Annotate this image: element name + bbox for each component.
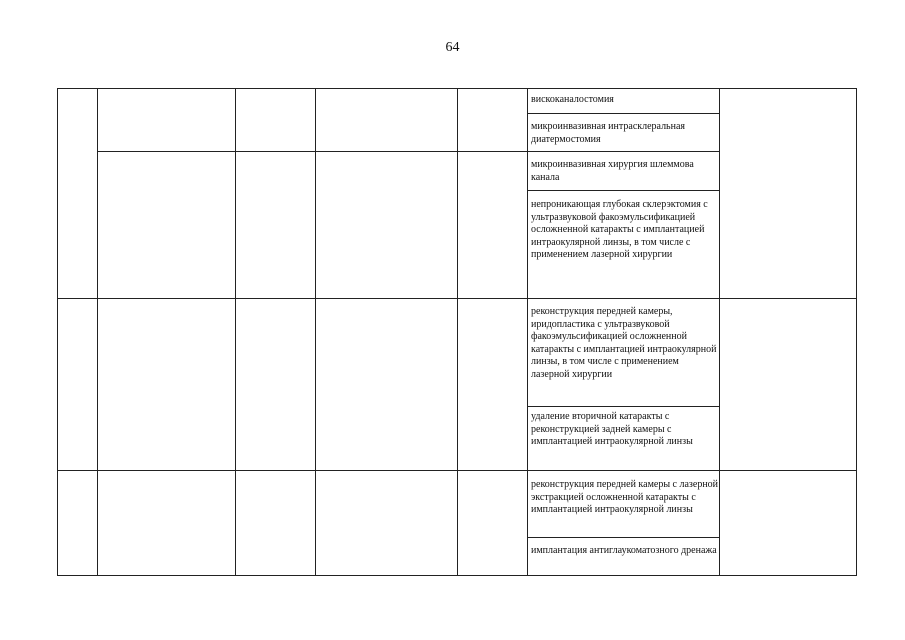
column-border bbox=[97, 88, 98, 576]
column-border bbox=[235, 88, 236, 576]
procedure-divider bbox=[527, 406, 719, 407]
column-border bbox=[457, 88, 458, 576]
page-number: 64 bbox=[445, 40, 460, 55]
procedure-divider bbox=[527, 190, 719, 191]
procedure-cell: реконструкция передней камеры с лазерной экстракцией осложненной катаракты с имплантацией интраокулярной линзы bbox=[531, 479, 719, 515]
procedure-divider bbox=[527, 537, 719, 538]
procedure-cell: удаление вторичной катаракты с реконструкцией задней камеры с имплантацией интраокулярной линзы bbox=[531, 411, 693, 447]
procedure-cell: имплантация антиглаукоматозного дренажа bbox=[531, 545, 717, 556]
column-border bbox=[315, 88, 316, 576]
column-border bbox=[57, 88, 58, 576]
procedure-cell: микроинвазивная интрасклеральная диатермостомия bbox=[531, 121, 686, 145]
subgroup-divider bbox=[97, 151, 719, 152]
procedure-cell: вискоканалостомия bbox=[531, 94, 614, 105]
procedure-cell: непроникающая глубокая склерэктомия с ультразвуковой факоэмульсификацией осложненной катаракты с имплантацией интраокулярной линзы, в том числе с применением лазерной хирургии bbox=[531, 199, 708, 260]
procedure-cell: микроинвазивная хирургия шлеммова канала bbox=[531, 159, 694, 183]
column-border bbox=[719, 88, 720, 576]
column-border bbox=[527, 88, 528, 576]
column-border bbox=[856, 88, 857, 576]
procedure-cell: реконструкция передней камеры, иридопластика с ультразвуковой факоэмульсификацией осложненной катаракты с имплантацией интраокулярной линзы, в том числе с применением лазерной хирургии bbox=[531, 306, 717, 380]
procedure-divider bbox=[527, 113, 719, 114]
